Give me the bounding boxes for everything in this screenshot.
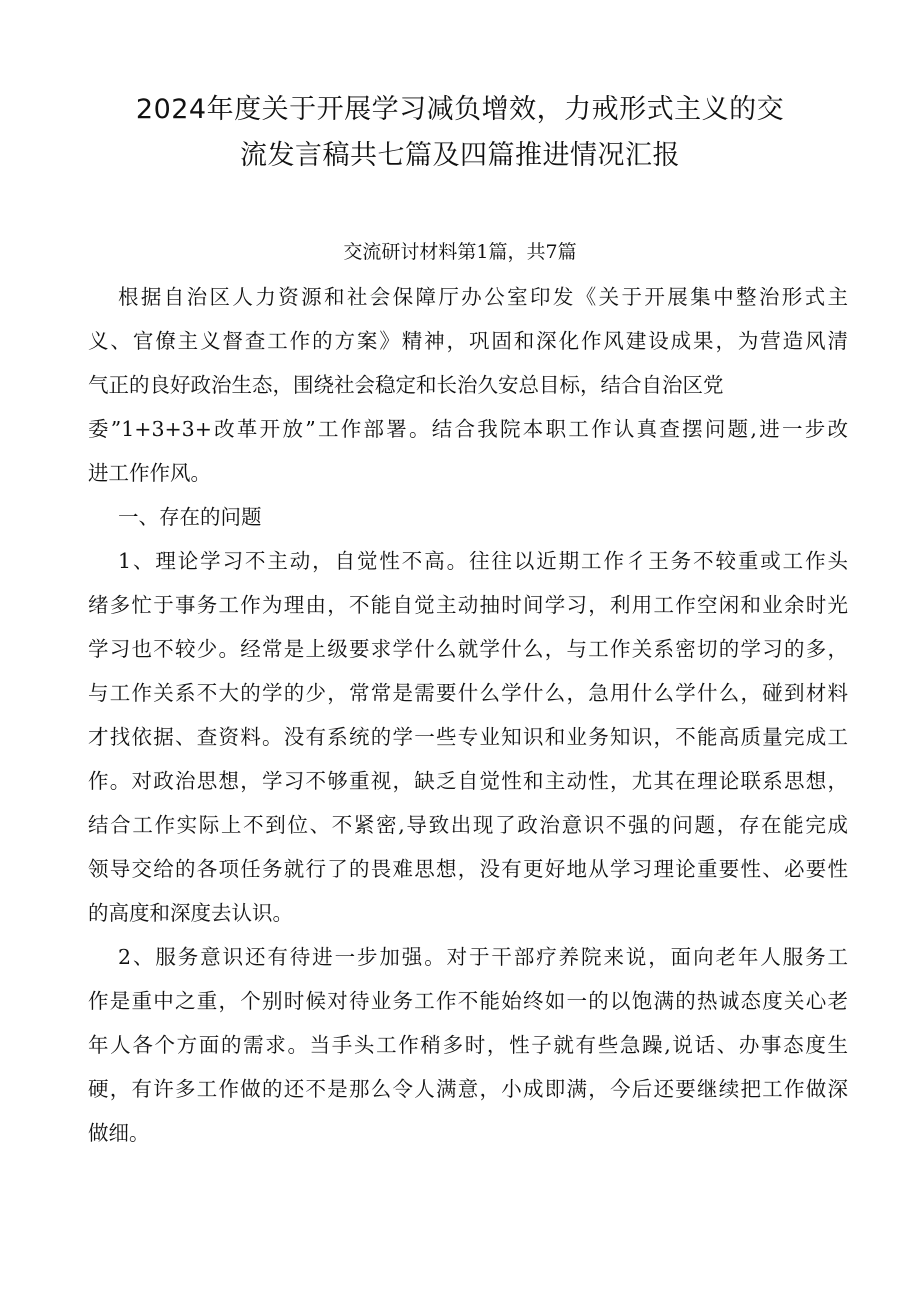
paragraph-line: 气正的良好政治生态，围绕社会稳定和长治久安总目标，结合自治区党 [88, 373, 724, 397]
paragraph-line: 硬，有许多工作做的还不是那么令人满意，小成即满，今后还要继续把工作做深 [88, 1077, 848, 1101]
paragraph-line: 作。对政治思想，学习不够重视，缺乏自觉性和主动性，尤其在理论联系思想， [88, 769, 848, 793]
paragraph-line: 委”1+3+3+改革开放”工作部署。结合我院本职工作认真查摆问题,进一步改 [88, 417, 848, 441]
paragraph-line: 1、理论学习不主动，自觉性不高。往往以近期工作彳王务不较重或工作头 [118, 549, 848, 573]
paragraph-line: 领导交给的各项任务就行了的畏难思想，没有更好地从学习理论重要性、必要性 [88, 857, 848, 881]
paragraph-line: 结合工作实际上不到位、不紧密,导致出现了政治意识不强的问题，存在能完成 [88, 813, 848, 837]
paragraph-line: 根据自治区人力资源和社会保障厅办公室印发《关于开展集中整治形式主 [118, 285, 848, 309]
paragraph-line: 进工作作风。 [88, 461, 211, 485]
paragraph-line: 绪多忙于事务工作为理由，不能自觉主动抽时间学习，利用工作空闲和业余时光 [88, 593, 848, 617]
paragraph-line: 义、官僚主义督查工作的方案》精神，巩固和深化作风建设成果，为营造风清 [88, 329, 848, 353]
paragraph-line: 的高度和深度去认识。 [88, 901, 293, 925]
document-title-line-1: 2024年度关于开展学习减负增效，力戒形式主义的交 [135, 94, 785, 125]
paragraph-line: 学习也不较少。经常是上级要求学什么就学什么，与工作关系密切的学习的多， [88, 637, 848, 661]
paragraph-line: 2、服务意识还有待进一步加强。对于干部疗养院来说，面向老年人服务工 [118, 945, 848, 969]
paragraph-line: 才找依据、查资料。没有系统的学一些专业知识和业务知识，不能高质量完成工 [88, 725, 848, 749]
document-title-line-2: 流发言稿共七篇及四篇推进情况汇报 [240, 140, 680, 171]
document-subtitle: 交流研讨材料第1篇，共7篇 [343, 241, 577, 263]
paragraph-line: 作是重中之重，个别时候对待业务工作不能始终如一的以饱满的热诚态度关心老 [88, 989, 848, 1013]
section-heading: 一、存在的问题 [118, 505, 262, 529]
paragraph-line: 与工作关系不大的学的少，常常是需要什么学什么，急用什么学什么，碰到材料 [88, 681, 848, 705]
paragraph-line: 做细。 [88, 1121, 150, 1145]
paragraph-line: 年人各个方面的需求。当手头工作稍多时，性子就有些急躁,说话、办事态度生 [88, 1033, 848, 1057]
